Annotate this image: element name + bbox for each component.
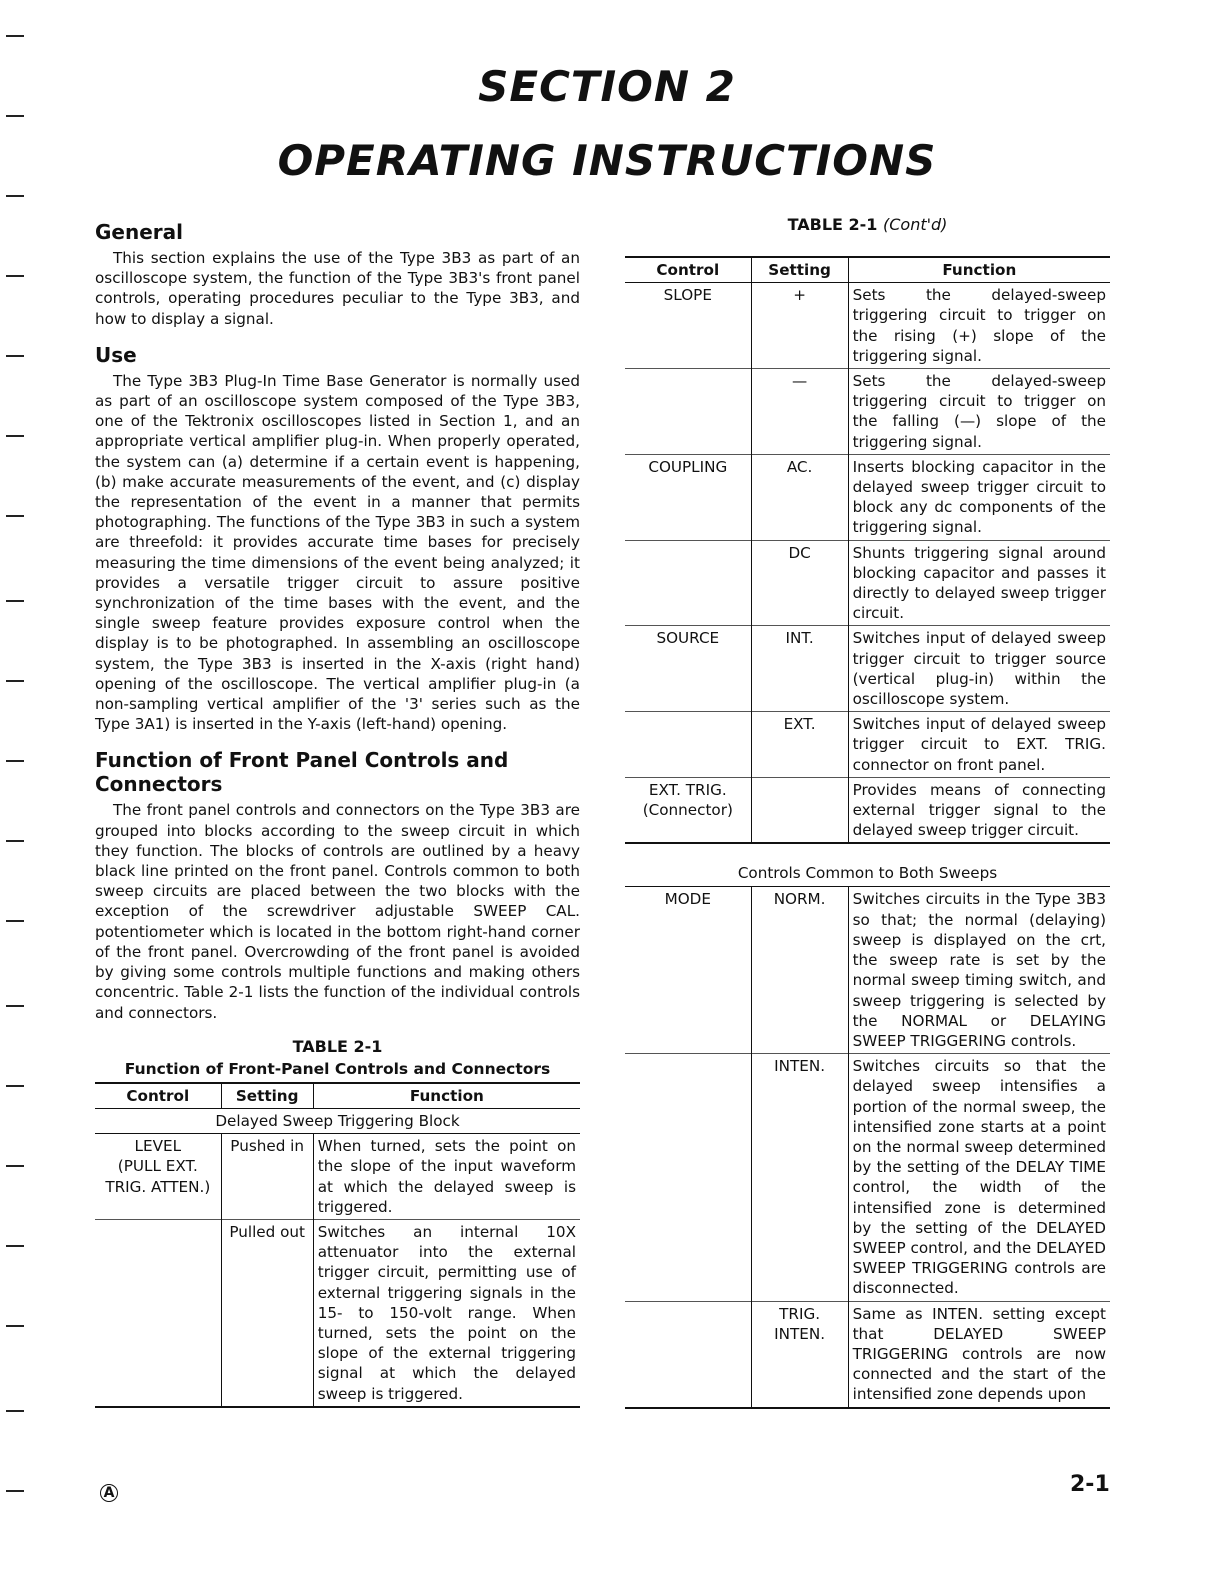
- margin-mark: [6, 1165, 24, 1167]
- table-title: TABLE 2-1: [292, 1036, 383, 1056]
- margin-mark: [6, 195, 24, 197]
- function-cell: Shunts triggering signal around blocking capacitor and passes it directly to delayed sweep trigger circuit.: [848, 540, 1110, 626]
- margin-mark: [6, 355, 24, 357]
- function-cell: Inserts blocking capacitor in the delayed sweep trigger circuit to block any dc components of the triggering signal.: [848, 454, 1110, 540]
- margin-mark: [6, 680, 24, 682]
- use-paragraph: The Type 3B3 Plug-In Time Base Generator is normally used as part of an oscilloscope system composed of the Type 3B3, one of the Tektronix oscilloscopes listed in Section 1, and an appropriate vertical amplifier plug-in. When properly operated, the system can (a) determine if a certain event is happening, (b) make accurate measurements of the event, and (c) display the representation of the event in a manner that permits photographing. The functions of the Type 3B3 in such a system are threefold: it provides accurate time bases for precisely measuring the time dimensions of the event being analyzed; it provides a versatile trigger circuit to assure positive synchronization of the time bases with the event, and the single sweep feature provides exposure control when the display is to be photographed. In assembling an oscilloscope system, the Type 3B3 is inserted in the X-axis (right hand) opening of the oscilloscope. The vertical amplifier plug-in (a non-sampling vertical amplifier of the '3' series such as the Type 3A1) is inserted in the Y-axis (left-hand) opening.: [95, 371, 580, 734]
- copyright-mark: A: [100, 1484, 118, 1502]
- function-cell: Switches circuits in the Type 3B3 so that; the normal (delaying) sweep is displayed on the crt, the sweep rate is set by the normal sweep timing switch, and sweep triggering is selected by the NORMAL or DELAYING SWEEP TRIGGERING controls.: [852, 890, 1106, 1050]
- margin-mark: [6, 435, 24, 437]
- table-title-contd: [625, 215, 1110, 234]
- table-title-suffix: (Cont'd): [883, 215, 948, 234]
- page-title: OPERATING INSTRUCTIONS: [277, 136, 937, 185]
- setting-cell: INTEN.: [751, 1054, 848, 1301]
- table-row: [625, 283, 1110, 369]
- section-heading: SECTION 2: [478, 62, 736, 111]
- function-cell: Switches an internal 10X attenuator into the external trigger circuit, permitting use of external triggering signals in the 15- to 150-volt range. When turned, sets the point on the slope of the external triggering signal at which the delayed sweep is triggered.: [313, 1219, 580, 1406]
- group-heading: Delayed Sweep Triggering Block: [95, 1108, 580, 1133]
- setting-cell: INT.: [751, 626, 848, 712]
- control-cell: [625, 369, 751, 455]
- setting-cell: Pulled out: [221, 1219, 313, 1406]
- use-heading: Use: [95, 342, 137, 367]
- setting-cell: +: [751, 283, 848, 369]
- margin-mark: [6, 600, 24, 602]
- table-row: [625, 1054, 1110, 1301]
- margin-mark: [6, 760, 24, 762]
- margin-mark: [6, 1325, 24, 1327]
- table-row: [625, 626, 1110, 712]
- margin-mark: [6, 115, 24, 117]
- margin-mark: [6, 1005, 24, 1007]
- column-header-control: Control: [625, 257, 751, 283]
- control-cell: [95, 1219, 221, 1406]
- left-column: [95, 220, 580, 1408]
- controls-table-continued: [625, 256, 1110, 844]
- control-cell: SLOPE: [663, 286, 712, 305]
- function-paragraph: The front panel controls and connectors on the Type 3B3 are grouped into blocks according to the sweep circuit in which they function. The blocks of controls are outlined by a heavy black line printed on the front panel. Controls common to both sweep circuits are placed between the two blocks with the exception of the screwdriver adjustable SWEEP CAL. potentiometer which is located in the bottom right-hand corner of the front panel. Overcrowding of the front panel is avoided by giving some controls multiple functions and making others concentric. Table 2-1 lists the function of the individual controls and connectors.: [95, 801, 580, 1022]
- common-controls-table: [625, 886, 1110, 1408]
- column-header-control: Control: [95, 1083, 221, 1109]
- function-cell: Switches input of delayed sweep trigger circuit to EXT. TRIG. connector on front panel.: [848, 712, 1110, 778]
- setting-cell: [751, 777, 848, 843]
- table-row: [625, 1301, 1110, 1408]
- margin-mark: [6, 35, 24, 37]
- control-cell: COUPLING: [625, 454, 751, 540]
- table-row: [625, 454, 1110, 540]
- table-row: [625, 887, 1110, 1054]
- function-cell: Sets the delayed-sweep triggering circuit to trigger on the falling (—) slope of the triggering signal.: [848, 369, 1110, 455]
- function-cell: Sets the delayed-sweep triggering circuit to trigger on the rising (+) slope of the triggering signal.: [852, 286, 1106, 365]
- margin-mark: [6, 1245, 24, 1247]
- control-cell: [625, 540, 751, 626]
- general-heading: General: [95, 220, 183, 244]
- setting-cell: DC: [751, 540, 848, 626]
- margin-mark: [6, 515, 24, 517]
- setting-cell: NORM.: [751, 887, 848, 1054]
- setting-cell: AC.: [751, 454, 848, 540]
- table-row: [625, 712, 1110, 778]
- general-paragraph: This section explains the use of the Type 3B3 as part of an oscilloscope system, the function of the Type 3B3's front panel controls, operating procedures peculiar to the Type 3B3, and how to display a signal.: [95, 249, 580, 328]
- table-title: TABLE 2-1: [787, 215, 878, 234]
- margin-mark: [6, 1085, 24, 1087]
- control-cell: [625, 1054, 751, 1301]
- control-cell: LEVEL (PULL EXT. TRIG. ATTEN.): [105, 1137, 211, 1196]
- setting-cell: EXT.: [751, 712, 848, 778]
- control-cell: [625, 712, 751, 778]
- margin-mark: [6, 1490, 24, 1492]
- right-column: [625, 215, 1110, 1409]
- setting-cell: Pushed in: [221, 1134, 313, 1220]
- table-row: [625, 540, 1110, 626]
- table-subtitle: Function of Front-Panel Controls and Connectors: [124, 1059, 551, 1078]
- control-cell: MODE: [664, 890, 711, 909]
- control-cell: SOURCE: [625, 626, 751, 712]
- margin-mark: [6, 275, 24, 277]
- table-row: [95, 1134, 580, 1220]
- function-cell: Same as INTEN. setting except that DELAYED SWEEP TRIGGERING controls are now connected and the start of the intensified zone depends upon: [848, 1301, 1110, 1408]
- table-row: [625, 369, 1110, 455]
- function-heading: Function of Front Panel Controls and Connectors: [95, 748, 509, 797]
- column-header-setting: Setting: [751, 257, 848, 283]
- page-number: 2-1: [1070, 1472, 1110, 1497]
- control-cell: [625, 1301, 751, 1408]
- control-cell: EXT. TRIG. (Connector): [625, 777, 751, 843]
- column-header-setting: Setting: [221, 1083, 313, 1109]
- function-cell: Switches circuits so that the delayed sweep intensifies a portion of the normal sweep, the intensified zone starts at a point on the normal sweep determined by the setting of the DELAY TIME control, the width of the intensified zone is determined by the setting of the DELAYED SWEEP control, and the DELAYED SWEEP TRIGGERING controls are disconnected.: [848, 1054, 1110, 1301]
- margin-mark: [6, 1410, 24, 1412]
- setting-cell: —: [751, 369, 848, 455]
- function-cell: When turned, sets the point on the slope of the input waveform at which the delayed sweep is triggered.: [317, 1137, 576, 1216]
- function-cell: Switches input of delayed sweep trigger circuit to trigger source (vertical plug-in) within the oscilloscope system.: [848, 626, 1110, 712]
- margin-mark: [6, 920, 24, 922]
- margin-mark: [6, 840, 24, 842]
- table-row: [95, 1219, 580, 1406]
- setting-cell: TRIG. INTEN.: [751, 1301, 848, 1408]
- controls-table: [95, 1082, 580, 1408]
- column-header-function: Function: [313, 1083, 580, 1109]
- column-header-function: Function: [848, 257, 1110, 283]
- function-cell: Provides means of connecting external trigger signal to the delayed sweep trigger circuit.: [848, 777, 1110, 843]
- common-controls-heading: Controls Common to Both Sweeps: [737, 864, 998, 883]
- table-row: [625, 777, 1110, 843]
